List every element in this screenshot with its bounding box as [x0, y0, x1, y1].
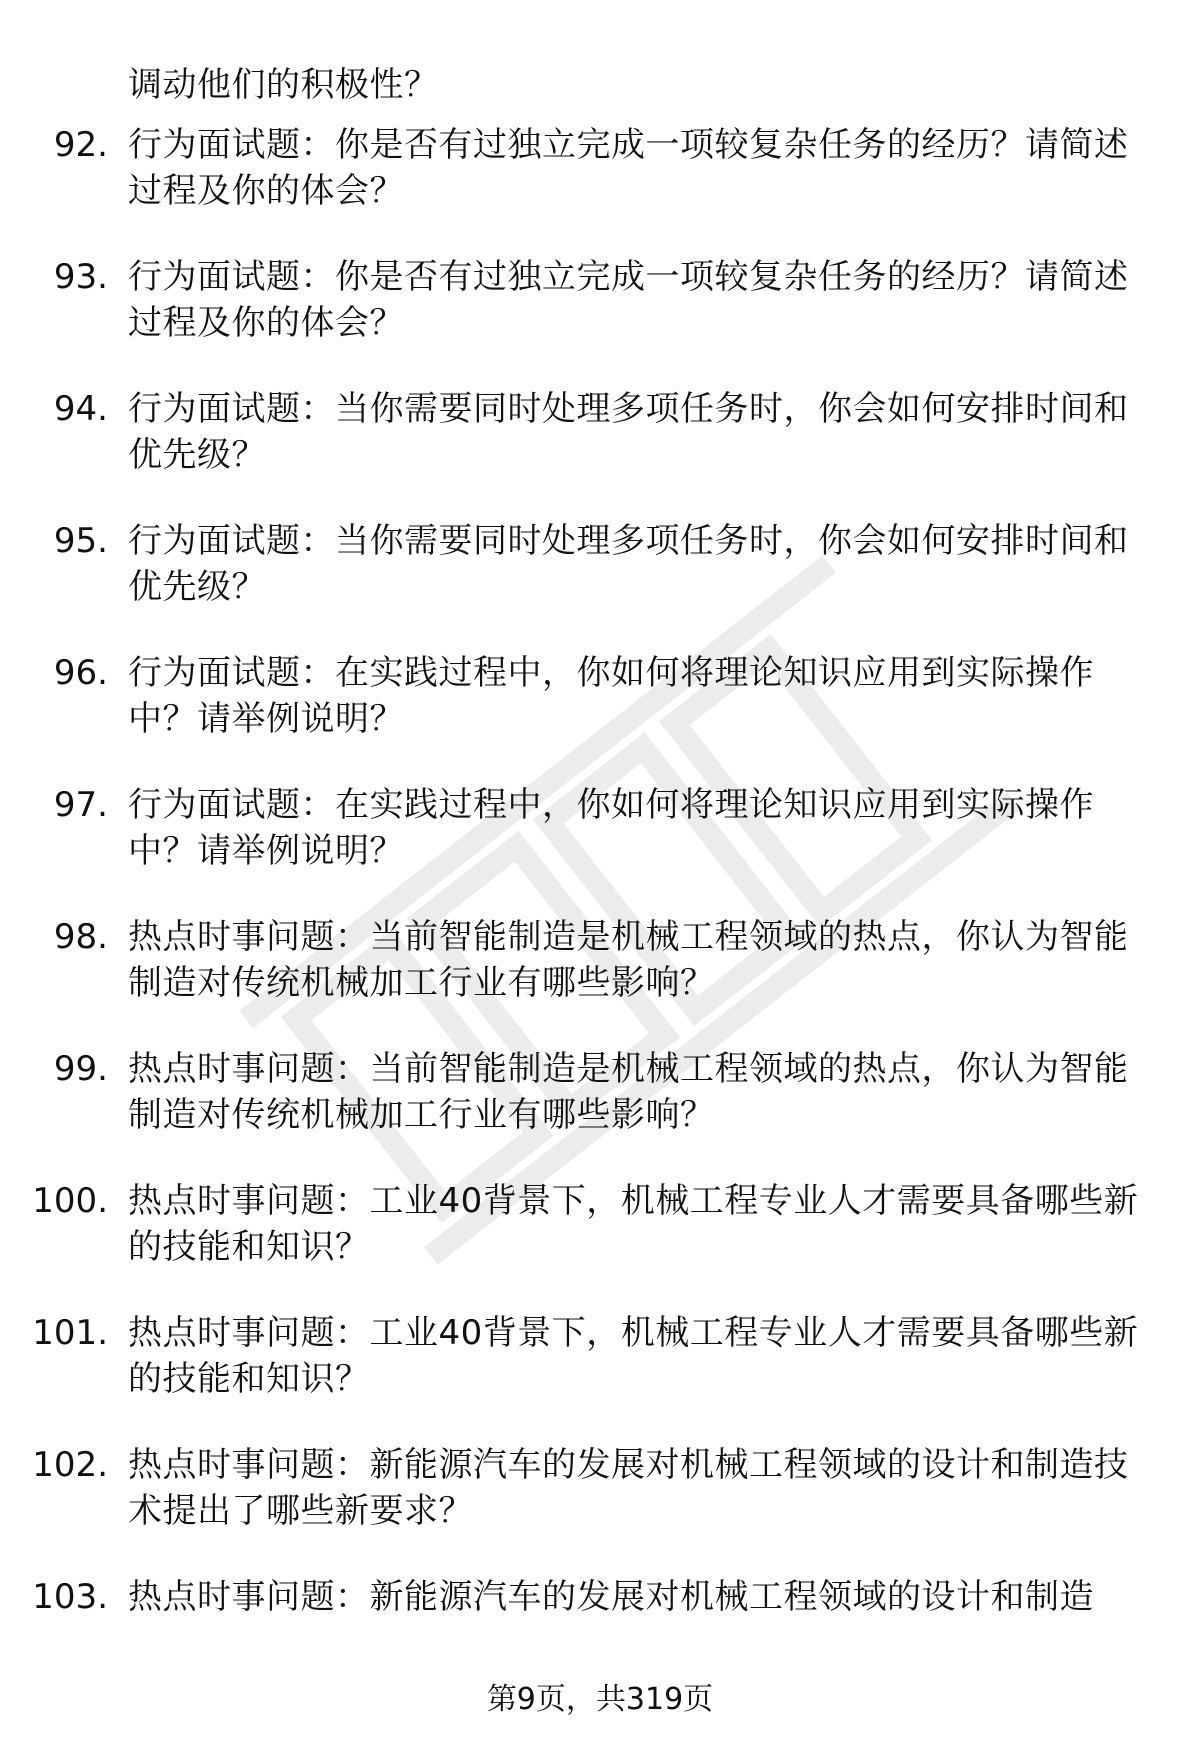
- question-text: 热点时事问题：工业40背景下，机械工程专业人才需要具备哪些新的技能和知识？: [128, 1181, 1139, 1267]
- list-item: [0, 386, 1200, 518]
- question-number: 97.: [53, 785, 108, 825]
- question-text: 调动他们的积极性？: [128, 65, 439, 105]
- list-item: [0, 122, 1200, 254]
- question-number: 96.: [53, 653, 108, 693]
- list-item: [0, 914, 1200, 1046]
- question-text: 行为面试题：当你需要同时处理多项任务时，你会如何安排时间和优先级？: [128, 389, 1129, 475]
- list-item: [0, 1442, 1200, 1574]
- list-item: [0, 782, 1200, 914]
- question-text: 热点时事问题：新能源汽车的发展对机械工程领域的设计和制造: [128, 1577, 1094, 1617]
- question-number: 92.: [53, 125, 108, 165]
- question-text: 行为面试题：在实践过程中，你如何将理论知识应用到实际操作中？请举例说明？: [128, 653, 1094, 739]
- question-number: 93.: [53, 257, 108, 297]
- question-list: [0, 62, 1200, 1706]
- question-text: 热点时事问题：新能源汽车的发展对机械工程领域的设计和制造技术提出了哪些新要求？: [128, 1445, 1129, 1531]
- list-item-continuation: [0, 62, 1200, 122]
- question-number: 103.: [32, 1577, 108, 1617]
- list-item: [0, 650, 1200, 782]
- question-text: 热点时事问题：当前智能制造是机械工程领域的热点，你认为智能制造对传统机械加工行业有哪些影响？: [128, 1049, 1129, 1135]
- question-text: 行为面试题：你是否有过独立完成一项较复杂任务的经历？请简述过程及你的体会？: [128, 257, 1129, 343]
- page-footer: 第9页，共319页: [486, 1682, 714, 1717]
- question-number: 101.: [32, 1313, 108, 1353]
- question-text: 行为面试题：当你需要同时处理多项任务时，你会如何安排时间和优先级？: [128, 521, 1129, 607]
- question-text: 行为面试题：你是否有过独立完成一项较复杂任务的经历？请简述过程及你的体会？: [128, 125, 1129, 211]
- question-text: 行为面试题：在实践过程中，你如何将理论知识应用到实际操作中？请举例说明？: [128, 785, 1094, 871]
- question-text: 热点时事问题：工业40背景下，机械工程专业人才需要具备哪些新的技能和知识？: [128, 1313, 1139, 1399]
- question-number: 95.: [53, 521, 108, 561]
- question-number: 98.: [53, 917, 108, 957]
- question-number: 100.: [32, 1181, 108, 1221]
- question-number: 99.: [53, 1049, 108, 1089]
- list-item: [0, 1046, 1200, 1178]
- question-number: 102.: [32, 1445, 108, 1485]
- list-item: [0, 254, 1200, 386]
- question-number: 94.: [53, 389, 108, 429]
- question-text: 热点时事问题：当前智能制造是机械工程领域的热点，你认为智能制造对传统机械加工行业有哪些影响？: [128, 917, 1129, 1003]
- list-item: [0, 1310, 1200, 1442]
- list-item: [0, 518, 1200, 650]
- list-item: [0, 1178, 1200, 1310]
